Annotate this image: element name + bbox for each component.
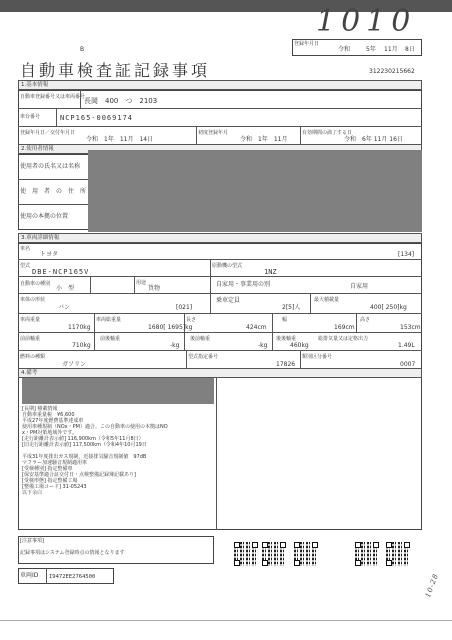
use-label: 用途	[136, 280, 147, 286]
base-location-label: 使用の本拠の位置	[20, 213, 69, 220]
note-text: 記録事項はシステム登録時点の情報となります	[20, 550, 125, 556]
rear-front-axle-value: -kg	[258, 342, 268, 349]
row-divider	[18, 276, 422, 277]
user-address-label: 使 用 者 の 住 所	[20, 188, 87, 195]
col-divider	[196, 126, 197, 146]
vehicle-kind-label: 自動車の種別	[20, 281, 51, 287]
row-divider	[18, 259, 422, 260]
qr-code	[355, 542, 379, 566]
grade-mark: B	[80, 46, 85, 53]
col-divider	[134, 276, 135, 293]
col-divider	[210, 259, 211, 276]
qr-code	[262, 542, 286, 566]
weight-label: 車両重量	[20, 317, 41, 323]
section-remarks	[18, 368, 422, 378]
row-divider	[18, 313, 422, 314]
engine-value: 1NZ	[264, 268, 277, 276]
gross-weight-value: 1680[ 1695]kg	[148, 324, 193, 331]
capacity-value: 2[5]人	[282, 304, 301, 311]
weight-value: 1170kg	[68, 324, 91, 331]
document-title: 自動車検査証記録事項	[20, 61, 211, 80]
scan-bottom-line	[0, 620, 452, 621]
remark-line: [受検形態] 指定整備工場	[22, 478, 78, 484]
qr-code	[294, 542, 318, 566]
displacement-label: 総排気量又は定格出力	[318, 336, 369, 342]
width-value: 169cm	[334, 324, 355, 331]
expiry-label: 有効期間の満了する日	[302, 130, 353, 136]
model-value: DBE-NCP165V	[32, 268, 90, 276]
capacity-label: 乗車定員	[216, 297, 241, 304]
category-label: 類別区分番号	[302, 354, 333, 360]
use-value: 貨物	[148, 285, 161, 292]
height-label: 高さ	[360, 317, 371, 323]
col-divider	[210, 276, 211, 293]
body-shape-label: 車体の形状	[20, 297, 46, 303]
front-rear-axle-value: -kg	[170, 342, 180, 349]
first-reg-month-label: 初度登録年月	[198, 130, 229, 136]
remark-line: [保安基準適合証交付日・点検整備記録簿記載あり]	[22, 472, 136, 478]
row-divider	[18, 179, 88, 180]
col-divider	[300, 126, 301, 146]
col-divider	[272, 313, 273, 350]
remark-line: 使用車種規制（NOx・PM）適合。この自動車の使用の本拠はNO	[22, 424, 168, 430]
max-load-value: 400[ 250]kg	[370, 304, 407, 311]
private-commercial-label: 自家用・事業用の別	[216, 281, 271, 288]
section-basic-info-label: 1.基本情報	[21, 82, 49, 88]
registration-date-month: 11月	[384, 46, 398, 53]
model-label: 型式	[20, 263, 31, 269]
qr-code	[386, 542, 410, 566]
registration-date-label: 登録年月日	[294, 41, 320, 47]
section-vehicle-details	[18, 233, 422, 243]
remark-line: 平成27年度燃費基準達成車	[22, 418, 84, 424]
height-value: 153cm	[400, 324, 421, 331]
max-load-label: 最大積載量	[314, 297, 340, 303]
document-number: 312230215662	[369, 68, 415, 75]
remark-line: 平成31年度排出ガス規制，近接排気騒音規制値 97dB	[22, 454, 147, 460]
section-user-info-label: 2.使用者情報	[21, 146, 54, 152]
vehicle-id-label: 車両ID	[20, 572, 39, 579]
registration-date-day: 8日	[405, 46, 415, 53]
rear-rear-axle-label: 後後軸重	[276, 336, 297, 342]
maker-label: 車名	[20, 246, 31, 252]
user-name-label: 使用者の氏名又は名称	[20, 163, 81, 170]
fuel-value: ガソリン	[62, 361, 87, 368]
body-shape-code: [021]	[176, 304, 193, 311]
vehicle-id-value: I9472EE2764500	[49, 574, 96, 580]
col-divider	[94, 313, 95, 350]
front-front-axle-label: 前前軸重	[20, 336, 41, 342]
row-divider	[18, 350, 422, 351]
row-divider	[18, 293, 422, 294]
width-label: 幅	[282, 317, 288, 323]
chassis-value: NCP165-0069174	[60, 114, 134, 122]
maker-code: [134]	[398, 251, 415, 258]
row-divider	[18, 332, 422, 333]
displacement-value: 1.49L	[398, 342, 415, 349]
remark-line: [旧走行距離計表示値] 117,500km（令和4年10月19日	[22, 442, 147, 448]
remark-line: x・PM対策地域外です。	[22, 430, 77, 436]
col-divider	[56, 108, 57, 126]
row-divider	[18, 204, 88, 205]
section-remarks-label: 4.備考	[21, 370, 38, 376]
type-design-label: 型式指定番号	[188, 354, 219, 360]
redacted-user-info	[88, 150, 422, 232]
vehicle-kind-value: 小 型	[56, 285, 75, 292]
col-divider	[356, 313, 357, 332]
first-reg-label: 登録年月日／交付年月日	[20, 130, 76, 136]
remark-line: [受検種別] 指定整備車	[22, 466, 73, 472]
remark-line: [走行距離計表示値] 116,900km（令和5年11月8日）	[22, 436, 144, 442]
col-divider	[210, 293, 211, 313]
rear-rear-axle-value: 460kg	[290, 342, 309, 349]
remarks-divider	[216, 378, 217, 530]
row-divider	[18, 126, 422, 127]
body-shape-value: バン	[58, 304, 71, 311]
first-reg-value: 令和 1年 11月 14日	[86, 136, 154, 143]
row-divider	[18, 108, 422, 109]
chassis-label: 車台番号	[20, 114, 41, 120]
engine-label: 原動機の型式	[212, 263, 243, 269]
side-handwritten-note: 10-28	[424, 572, 441, 599]
col-divider	[310, 293, 311, 313]
private-commercial-value: 自家用	[350, 283, 369, 290]
remark-line: 自動車重量税 ¥6,600	[22, 412, 75, 418]
qr-code	[234, 542, 258, 566]
gross-weight-label: 車両総重量	[96, 317, 122, 323]
rear-front-axle-label: 後前軸重	[190, 336, 211, 342]
reg-number-label: 自動車登録番号又は車両番号	[20, 94, 86, 100]
handwritten-number: 1010	[316, 4, 417, 39]
vehicle-id-divider	[46, 568, 47, 584]
first-reg-month-value: 令和 1年 11月	[240, 136, 288, 143]
remark-line: 以下余白	[22, 490, 43, 496]
redacted-remarks	[22, 378, 214, 404]
maker-value: トヨタ	[40, 251, 59, 258]
col-divider	[184, 313, 185, 350]
expiry-value: 令和 6年 11月 16日	[344, 136, 403, 143]
note-title: [注意事項]	[20, 538, 44, 544]
section-basic-info	[18, 80, 422, 90]
category-value: 0007	[400, 361, 416, 368]
remark-line: [整備工場コード] 31-05243	[22, 484, 87, 490]
remark-line: マフラー加速騒音規制適用車	[22, 460, 88, 466]
length-label: 長さ	[186, 317, 197, 323]
reg-number-value: 長岡 400 つ 2103	[84, 97, 158, 105]
remark-line: [長期] 積載情報	[22, 406, 58, 412]
front-front-axle-value: 710kg	[72, 342, 91, 349]
type-design-value: 17826	[276, 361, 296, 368]
remarks-lines	[22, 406, 216, 496]
fuel-label: 燃料の種類	[20, 354, 46, 360]
length-value: 424cm	[246, 324, 267, 331]
registration-date-year: 5年	[366, 46, 376, 53]
front-rear-axle-label: 前後軸重	[100, 336, 121, 342]
col-divider	[90, 276, 91, 293]
registration-date-era: 令和	[338, 46, 351, 53]
section-vehicle-details-label: 3.車両詳細情報	[21, 235, 60, 241]
